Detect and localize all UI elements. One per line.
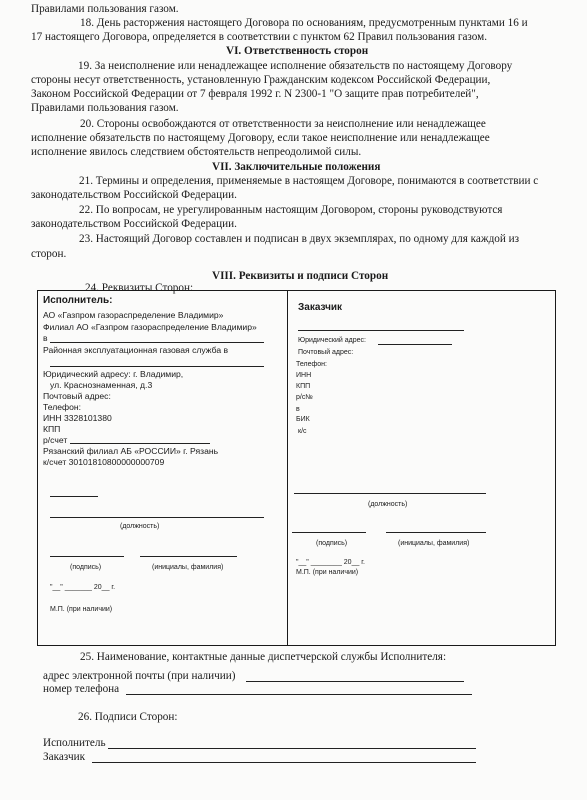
paragraph-20-line: исполнение обязательств по настоящему Договору, если такое неисполнение или ненадлежащее bbox=[31, 132, 490, 144]
dispatch-email-label: адрес электронной почты (при наличии) bbox=[43, 670, 236, 682]
executor-initials-caption: (инициалы, фамилия) bbox=[152, 564, 224, 571]
paragraph-20-line: исполнение явилось следствием обстоятельств непреодолимой силы. bbox=[31, 146, 362, 158]
initials-line[interactable] bbox=[386, 532, 486, 533]
customer-heading: Заказчик bbox=[298, 302, 343, 313]
paragraph-20-line: 20. Стороны освобождаются от ответственности за неисполнение или ненадлежащее bbox=[80, 118, 486, 130]
customer-inn: ИНН bbox=[296, 372, 312, 379]
customer-postal: Почтовый адрес: bbox=[298, 349, 354, 356]
section-26-title: 26. Подписи Сторон: bbox=[78, 711, 178, 723]
executor-inn: ИНН 3328101380 bbox=[43, 413, 112, 423]
paragraph-19-line: Правилами пользования газом. bbox=[31, 102, 179, 114]
section-title-8: VIII. Реквизиты и подписи Сторон bbox=[212, 270, 389, 282]
requisites-table bbox=[37, 290, 556, 646]
section-title-7: VII. Заключительные положения bbox=[212, 161, 381, 173]
customer-date: "__" ________ 20__ г. bbox=[296, 559, 365, 566]
dispatch-phone-field[interactable] bbox=[126, 694, 472, 695]
executor-street: ул. Краснознаменная, д.3 bbox=[50, 380, 153, 390]
signature-line[interactable] bbox=[50, 556, 124, 557]
executor-bank: Рязанский филиал АБ «РОССИИ» г. Рязань bbox=[43, 446, 219, 456]
paragraph-23-line: сторон. bbox=[31, 248, 67, 260]
dispatch-email-field[interactable] bbox=[246, 681, 464, 682]
signature-customer-label: Заказчик bbox=[43, 751, 86, 763]
paragraph-19-line: Законом Российской Федерации от 7 февраля 1992 г. N 2300-1 "О защите прав потребителей", bbox=[31, 88, 479, 100]
customer-legal-address: Юридический адрес: bbox=[298, 337, 366, 344]
customer-kpp: КПП bbox=[296, 383, 311, 390]
fill-line[interactable] bbox=[378, 344, 452, 345]
position-line[interactable] bbox=[50, 517, 264, 518]
customer-initials-caption: (инициалы, фамилия) bbox=[398, 540, 470, 547]
signature-customer-field[interactable] bbox=[92, 762, 476, 763]
executor-branch: Филиал АО «Газпром газораспределение Владимир» bbox=[43, 322, 257, 332]
executor-postal: Почтовый адрес: bbox=[43, 391, 111, 401]
paragraph-19-line: 19. За неисполнение или ненадлежащее исполнение обязательств по настоящему Договору bbox=[78, 60, 513, 72]
customer-phone: Телефон: bbox=[296, 361, 327, 368]
paragraph-23-line: 23. Настоящий Договор составлен и подписан в двух экземплярах, по одному для каждой из bbox=[79, 233, 520, 245]
executor-service: Районная эксплуатационная газовая служба в bbox=[43, 345, 229, 355]
executor-kpp: КПП bbox=[43, 424, 61, 434]
executor-position-caption: (должность) bbox=[120, 523, 160, 530]
position-line[interactable] bbox=[294, 493, 486, 494]
fill-line[interactable] bbox=[70, 443, 210, 444]
paragraph-18-line: 17 настоящего Договора, определяется в соответствии с пунктом 62 Правил пользования газом. bbox=[31, 31, 488, 43]
executor-phone: Телефон: bbox=[43, 402, 82, 412]
executor-heading: Исполнитель: bbox=[43, 295, 113, 306]
section-25-title: 25. Наименование, контактные данные диспетчерской службы Исполнителя: bbox=[80, 651, 447, 663]
signature-executor-field[interactable] bbox=[108, 748, 476, 749]
executor-date: "__" _______ 20__ г. bbox=[50, 584, 116, 591]
executor-account: р/счет bbox=[43, 435, 68, 445]
customer-stamp: М.П. (при наличии) bbox=[296, 569, 359, 576]
executor-corr-account: к/счет 30101810800000000709 bbox=[43, 457, 165, 467]
paragraph-21-line: законодательством Российской Федерации. bbox=[31, 189, 237, 201]
executor-signature-caption: (подпись) bbox=[70, 564, 102, 571]
executor-v: в bbox=[43, 333, 48, 343]
table-divider bbox=[287, 290, 288, 646]
executor-legal-address: Юридический адресу: г. Владимир, bbox=[43, 369, 184, 379]
customer-account: р/с№ bbox=[296, 394, 313, 401]
customer-signature-caption: (подпись) bbox=[316, 540, 348, 547]
fill-line[interactable] bbox=[50, 366, 264, 367]
signature-line[interactable] bbox=[292, 532, 366, 533]
paragraph-21-line: 21. Термины и определения, применяемые в настоящем Договоре, понимаются в соответствии с bbox=[79, 175, 539, 187]
fill-line[interactable] bbox=[298, 330, 464, 331]
customer-ks: к/с bbox=[298, 428, 307, 435]
paragraph-22-line: 22. По вопросам, не урегулированным настоящим Договором, стороны руководствуются bbox=[79, 204, 503, 216]
paragraph-24: 24. Реквизиты Сторон: bbox=[85, 282, 194, 294]
fill-line[interactable] bbox=[50, 496, 98, 497]
fill-line[interactable] bbox=[50, 342, 264, 343]
customer-bik: БИК bbox=[296, 416, 310, 423]
paragraph-22-line: законодательством Российской Федерации. bbox=[31, 218, 237, 230]
customer-v: в bbox=[296, 406, 300, 413]
executor-org: АО «Газпром газораспределение Владимир» bbox=[43, 310, 224, 320]
customer-position-caption: (должность) bbox=[368, 501, 408, 508]
paragraph-18-line: 18. День расторжения настоящего Договора по основаниям, предусмотренным пунктами 16 и bbox=[80, 17, 528, 29]
executor-stamp: М.П. (при наличии) bbox=[50, 606, 113, 613]
text-line: Правилами пользования газом. bbox=[31, 3, 179, 15]
paragraph-19-line: стороны несут ответственность, установленную Гражданским кодексом Российской Федерации, bbox=[31, 74, 491, 86]
initials-line[interactable] bbox=[140, 556, 237, 557]
section-title-6: VI. Ответственность сторон bbox=[226, 45, 369, 57]
dispatch-phone-label: номер телефона bbox=[43, 683, 120, 695]
signature-executor-label: Исполнитель bbox=[43, 737, 106, 749]
